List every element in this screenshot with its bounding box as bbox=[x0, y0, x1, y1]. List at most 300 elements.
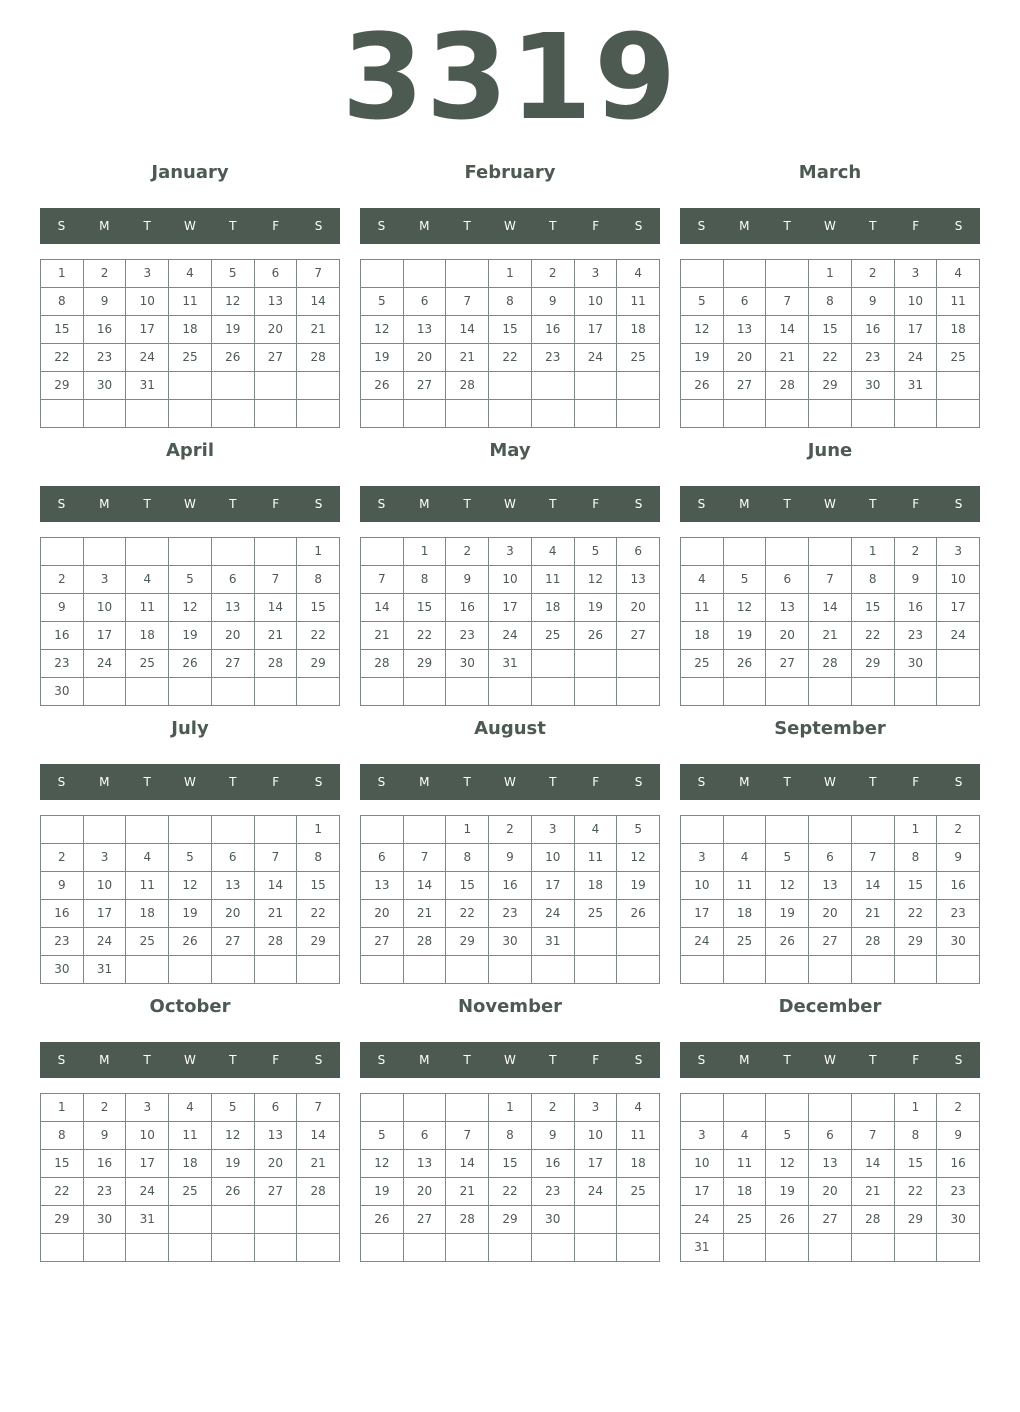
empty-day-cell bbox=[212, 372, 255, 400]
day-cell: 13 bbox=[404, 1150, 447, 1178]
day-cell: 17 bbox=[575, 316, 618, 344]
day-cell: 23 bbox=[532, 344, 575, 372]
weekday-label: T bbox=[143, 219, 151, 233]
month-name: January bbox=[151, 162, 229, 183]
day-cell: 10 bbox=[681, 1150, 724, 1178]
empty-day-cell bbox=[937, 650, 980, 678]
weekday-label: T bbox=[229, 219, 237, 233]
month-name: July bbox=[171, 718, 209, 739]
empty-day-cell bbox=[255, 1234, 298, 1262]
day-cell: 2 bbox=[895, 538, 938, 566]
day-cell: 15 bbox=[809, 316, 852, 344]
day-cell: 17 bbox=[84, 900, 127, 928]
day-cell: 9 bbox=[41, 594, 84, 622]
weekday-label: W bbox=[504, 219, 516, 233]
day-cell: 18 bbox=[169, 316, 212, 344]
day-cell: 11 bbox=[681, 594, 724, 622]
day-cell: 20 bbox=[255, 316, 298, 344]
month-name: May bbox=[489, 440, 531, 461]
weekday-label: T bbox=[869, 497, 877, 511]
empty-day-cell bbox=[84, 678, 127, 706]
day-cell: 21 bbox=[297, 1150, 340, 1178]
day-cell: 8 bbox=[895, 1122, 938, 1150]
empty-day-cell bbox=[169, 1234, 212, 1262]
day-cell: 1 bbox=[404, 538, 447, 566]
empty-day-cell bbox=[766, 538, 809, 566]
day-cell: 26 bbox=[724, 650, 767, 678]
day-cell: 3 bbox=[681, 1122, 724, 1150]
day-cell: 5 bbox=[766, 844, 809, 872]
day-cell: 28 bbox=[446, 1206, 489, 1234]
empty-day-cell bbox=[126, 538, 169, 566]
empty-day-cell bbox=[895, 400, 938, 428]
day-cell: 8 bbox=[489, 1122, 532, 1150]
weekday-label: M bbox=[99, 497, 110, 511]
day-cell: 1 bbox=[489, 260, 532, 288]
empty-day-cell bbox=[766, 400, 809, 428]
day-cell: 11 bbox=[724, 1150, 767, 1178]
day-cell: 23 bbox=[84, 344, 127, 372]
day-cell: 17 bbox=[489, 594, 532, 622]
empty-day-cell bbox=[617, 678, 660, 706]
empty-day-cell bbox=[297, 956, 340, 984]
day-cell: 25 bbox=[532, 622, 575, 650]
empty-day-cell bbox=[255, 816, 298, 844]
weekday-label: S bbox=[634, 1053, 643, 1067]
day-cell: 23 bbox=[446, 622, 489, 650]
day-cell: 14 bbox=[361, 594, 404, 622]
day-cell: 11 bbox=[575, 844, 618, 872]
empty-day-cell bbox=[766, 956, 809, 984]
day-cell: 23 bbox=[532, 1178, 575, 1206]
day-cell: 25 bbox=[126, 928, 169, 956]
empty-day-cell bbox=[489, 956, 532, 984]
day-cell: 17 bbox=[532, 872, 575, 900]
empty-day-cell bbox=[126, 1234, 169, 1262]
empty-day-cell bbox=[169, 538, 212, 566]
day-cell: 18 bbox=[126, 900, 169, 928]
weekday-label: S bbox=[57, 219, 66, 233]
day-cell: 6 bbox=[724, 288, 767, 316]
day-cell: 5 bbox=[681, 288, 724, 316]
day-cell: 27 bbox=[809, 1206, 852, 1234]
month-name: April bbox=[165, 440, 215, 461]
empty-day-cell bbox=[532, 956, 575, 984]
day-cell: 18 bbox=[617, 316, 660, 344]
weekday-label: S bbox=[57, 497, 66, 511]
weekday-label: F bbox=[592, 1053, 600, 1067]
day-cell: 1 bbox=[446, 816, 489, 844]
day-cell: 4 bbox=[681, 566, 724, 594]
day-cell: 14 bbox=[766, 316, 809, 344]
day-cell: 14 bbox=[255, 594, 298, 622]
weekday-label: W bbox=[504, 497, 516, 511]
day-cell: 24 bbox=[84, 928, 127, 956]
day-cell: 15 bbox=[41, 316, 84, 344]
empty-day-cell bbox=[809, 1234, 852, 1262]
day-cell: 16 bbox=[852, 316, 895, 344]
empty-day-cell bbox=[297, 1206, 340, 1234]
weekday-label: M bbox=[739, 497, 750, 511]
weekday-label: M bbox=[739, 1053, 750, 1067]
empty-day-cell bbox=[255, 400, 298, 428]
empty-day-cell bbox=[809, 400, 852, 428]
day-cell: 22 bbox=[446, 900, 489, 928]
empty-day-cell bbox=[895, 1234, 938, 1262]
empty-day-cell bbox=[446, 400, 489, 428]
weekday-label: S bbox=[634, 497, 643, 511]
day-cell: 29 bbox=[895, 1206, 938, 1234]
empty-day-cell bbox=[681, 956, 724, 984]
day-cell: 18 bbox=[681, 622, 724, 650]
day-cell: 25 bbox=[681, 650, 724, 678]
day-cell: 23 bbox=[895, 622, 938, 650]
day-cell: 15 bbox=[41, 1150, 84, 1178]
day-cell: 16 bbox=[84, 1150, 127, 1178]
day-cell: 7 bbox=[297, 260, 340, 288]
empty-day-cell bbox=[84, 816, 127, 844]
empty-day-cell bbox=[809, 816, 852, 844]
day-cell: 8 bbox=[404, 566, 447, 594]
day-cell: 29 bbox=[809, 372, 852, 400]
empty-day-cell bbox=[41, 538, 84, 566]
weekday-label: W bbox=[824, 775, 836, 789]
day-cell: 15 bbox=[297, 872, 340, 900]
weekday-label: F bbox=[592, 775, 600, 789]
empty-day-cell bbox=[681, 678, 724, 706]
weekday-header bbox=[40, 208, 340, 244]
day-cell: 13 bbox=[766, 594, 809, 622]
day-cell: 2 bbox=[937, 1094, 980, 1122]
day-cell: 10 bbox=[575, 288, 618, 316]
weekday-label: T bbox=[463, 1053, 471, 1067]
day-cell: 19 bbox=[766, 900, 809, 928]
empty-day-cell bbox=[361, 538, 404, 566]
day-cell: 6 bbox=[404, 1122, 447, 1150]
empty-day-cell bbox=[212, 1234, 255, 1262]
day-cell: 28 bbox=[255, 650, 298, 678]
day-cell: 30 bbox=[84, 1206, 127, 1234]
empty-day-cell bbox=[532, 400, 575, 428]
day-cell: 4 bbox=[126, 844, 169, 872]
day-cell: 9 bbox=[84, 288, 127, 316]
empty-day-cell bbox=[617, 400, 660, 428]
day-cell: 28 bbox=[404, 928, 447, 956]
day-cell: 9 bbox=[446, 566, 489, 594]
month-block-october bbox=[40, 990, 340, 1262]
day-cell: 25 bbox=[617, 1178, 660, 1206]
day-cell: 1 bbox=[41, 1094, 84, 1122]
day-cell: 20 bbox=[766, 622, 809, 650]
day-cell: 30 bbox=[852, 372, 895, 400]
day-cell: 27 bbox=[404, 1206, 447, 1234]
day-cell: 16 bbox=[937, 1150, 980, 1178]
day-cell: 5 bbox=[617, 816, 660, 844]
weekday-label: T bbox=[869, 1053, 877, 1067]
day-cell: 12 bbox=[575, 566, 618, 594]
day-cell: 1 bbox=[895, 816, 938, 844]
day-cell: 6 bbox=[255, 260, 298, 288]
day-cell: 12 bbox=[169, 594, 212, 622]
day-cell: 5 bbox=[361, 288, 404, 316]
day-grid bbox=[360, 815, 660, 984]
empty-day-cell bbox=[617, 928, 660, 956]
day-cell: 8 bbox=[489, 288, 532, 316]
day-cell: 4 bbox=[126, 566, 169, 594]
day-cell: 19 bbox=[681, 344, 724, 372]
empty-day-cell bbox=[724, 678, 767, 706]
day-cell: 15 bbox=[895, 1150, 938, 1178]
day-cell: 17 bbox=[681, 900, 724, 928]
day-cell: 24 bbox=[126, 1178, 169, 1206]
weekday-label: S bbox=[314, 219, 323, 233]
month-name: December bbox=[778, 996, 882, 1017]
day-cell: 27 bbox=[361, 928, 404, 956]
weekday-label: S bbox=[697, 219, 706, 233]
weekday-label: M bbox=[99, 775, 110, 789]
day-cell: 8 bbox=[297, 566, 340, 594]
day-cell: 6 bbox=[809, 1122, 852, 1150]
day-cell: 21 bbox=[852, 1178, 895, 1206]
day-cell: 26 bbox=[212, 1178, 255, 1206]
weekday-header bbox=[40, 486, 340, 522]
day-cell: 17 bbox=[937, 594, 980, 622]
empty-day-cell bbox=[404, 816, 447, 844]
day-cell: 25 bbox=[126, 650, 169, 678]
weekday-label: F bbox=[272, 497, 280, 511]
day-cell: 29 bbox=[489, 1206, 532, 1234]
day-cell: 10 bbox=[84, 872, 127, 900]
month-block-february bbox=[360, 156, 660, 428]
day-cell: 22 bbox=[297, 900, 340, 928]
weekday-label: T bbox=[783, 497, 791, 511]
day-cell: 10 bbox=[532, 844, 575, 872]
day-cell: 10 bbox=[126, 1122, 169, 1150]
weekday-label: T bbox=[549, 497, 557, 511]
day-cell: 24 bbox=[532, 900, 575, 928]
day-cell: 23 bbox=[937, 1178, 980, 1206]
day-cell: 22 bbox=[809, 344, 852, 372]
day-grid bbox=[680, 537, 980, 706]
day-cell: 20 bbox=[404, 344, 447, 372]
day-cell: 8 bbox=[895, 844, 938, 872]
empty-day-cell bbox=[895, 678, 938, 706]
day-cell: 16 bbox=[937, 872, 980, 900]
day-cell: 8 bbox=[41, 288, 84, 316]
day-cell: 29 bbox=[404, 650, 447, 678]
day-cell: 14 bbox=[446, 1150, 489, 1178]
day-cell: 14 bbox=[297, 1122, 340, 1150]
day-cell: 7 bbox=[361, 566, 404, 594]
empty-day-cell bbox=[169, 372, 212, 400]
day-cell: 4 bbox=[169, 260, 212, 288]
weekday-label: T bbox=[463, 497, 471, 511]
weekday-label: F bbox=[272, 1053, 280, 1067]
day-cell: 28 bbox=[766, 372, 809, 400]
day-cell: 1 bbox=[852, 538, 895, 566]
empty-day-cell bbox=[84, 400, 127, 428]
day-cell: 14 bbox=[446, 316, 489, 344]
day-cell: 7 bbox=[809, 566, 852, 594]
day-cell: 21 bbox=[766, 344, 809, 372]
day-cell: 17 bbox=[575, 1150, 618, 1178]
day-cell: 14 bbox=[255, 872, 298, 900]
day-cell: 17 bbox=[126, 1150, 169, 1178]
empty-day-cell bbox=[126, 956, 169, 984]
day-cell: 9 bbox=[489, 844, 532, 872]
weekday-label: T bbox=[549, 775, 557, 789]
day-cell: 6 bbox=[404, 288, 447, 316]
empty-day-cell bbox=[809, 956, 852, 984]
day-cell: 10 bbox=[126, 288, 169, 316]
empty-day-cell bbox=[809, 678, 852, 706]
day-cell: 6 bbox=[255, 1094, 298, 1122]
day-cell: 2 bbox=[532, 260, 575, 288]
weekday-header bbox=[680, 764, 980, 800]
day-cell: 30 bbox=[41, 678, 84, 706]
day-cell: 30 bbox=[532, 1206, 575, 1234]
day-cell: 29 bbox=[852, 650, 895, 678]
day-cell: 4 bbox=[617, 1094, 660, 1122]
weekday-label: T bbox=[783, 1053, 791, 1067]
weekday-label: S bbox=[377, 1053, 386, 1067]
day-cell: 24 bbox=[895, 344, 938, 372]
day-cell: 12 bbox=[361, 1150, 404, 1178]
day-cell: 21 bbox=[255, 900, 298, 928]
weekday-label: T bbox=[143, 775, 151, 789]
day-grid bbox=[40, 259, 340, 428]
day-cell: 27 bbox=[724, 372, 767, 400]
day-cell: 20 bbox=[255, 1150, 298, 1178]
empty-day-cell bbox=[724, 816, 767, 844]
day-cell: 22 bbox=[852, 622, 895, 650]
empty-day-cell bbox=[255, 372, 298, 400]
weekday-label: T bbox=[783, 775, 791, 789]
empty-day-cell bbox=[212, 400, 255, 428]
day-cell: 25 bbox=[617, 344, 660, 372]
empty-day-cell bbox=[126, 678, 169, 706]
weekday-label: S bbox=[377, 497, 386, 511]
empty-day-cell bbox=[617, 1206, 660, 1234]
day-cell: 18 bbox=[724, 1178, 767, 1206]
weekday-label: T bbox=[229, 775, 237, 789]
day-cell: 23 bbox=[41, 928, 84, 956]
day-cell: 22 bbox=[895, 1178, 938, 1206]
day-cell: 23 bbox=[937, 900, 980, 928]
day-cell: 16 bbox=[532, 1150, 575, 1178]
month-name: March bbox=[798, 162, 862, 183]
weekday-label: S bbox=[57, 1053, 66, 1067]
day-cell: 14 bbox=[404, 872, 447, 900]
empty-day-cell bbox=[575, 372, 618, 400]
weekday-label: F bbox=[272, 219, 280, 233]
day-cell: 22 bbox=[895, 900, 938, 928]
day-cell: 22 bbox=[404, 622, 447, 650]
day-cell: 8 bbox=[297, 844, 340, 872]
day-cell: 3 bbox=[575, 1094, 618, 1122]
day-cell: 22 bbox=[489, 1178, 532, 1206]
day-cell: 19 bbox=[361, 344, 404, 372]
empty-day-cell bbox=[681, 260, 724, 288]
day-cell: 31 bbox=[532, 928, 575, 956]
day-cell: 31 bbox=[681, 1234, 724, 1262]
day-cell: 3 bbox=[895, 260, 938, 288]
day-cell: 3 bbox=[489, 538, 532, 566]
day-cell: 2 bbox=[852, 260, 895, 288]
day-cell: 24 bbox=[126, 344, 169, 372]
day-cell: 26 bbox=[575, 622, 618, 650]
empty-day-cell bbox=[255, 678, 298, 706]
day-cell: 7 bbox=[297, 1094, 340, 1122]
month-block-august bbox=[360, 712, 660, 984]
empty-day-cell bbox=[404, 400, 447, 428]
weekday-label: S bbox=[954, 775, 963, 789]
day-cell: 7 bbox=[255, 844, 298, 872]
day-cell: 26 bbox=[681, 372, 724, 400]
day-cell: 22 bbox=[489, 344, 532, 372]
weekday-label: S bbox=[697, 1053, 706, 1067]
empty-day-cell bbox=[681, 400, 724, 428]
weekday-label: S bbox=[57, 775, 66, 789]
weekday-label: T bbox=[549, 219, 557, 233]
day-cell: 27 bbox=[404, 372, 447, 400]
day-cell: 18 bbox=[575, 872, 618, 900]
day-cell: 20 bbox=[212, 900, 255, 928]
empty-day-cell bbox=[404, 956, 447, 984]
empty-day-cell bbox=[361, 400, 404, 428]
empty-day-cell bbox=[404, 1094, 447, 1122]
weekday-label: W bbox=[184, 219, 196, 233]
day-cell: 31 bbox=[126, 1206, 169, 1234]
month-block-november bbox=[360, 990, 660, 1262]
day-cell: 10 bbox=[575, 1122, 618, 1150]
day-cell: 15 bbox=[489, 1150, 532, 1178]
day-cell: 30 bbox=[446, 650, 489, 678]
day-cell: 20 bbox=[404, 1178, 447, 1206]
day-cell: 24 bbox=[681, 928, 724, 956]
weekday-label: W bbox=[824, 497, 836, 511]
day-cell: 12 bbox=[212, 1122, 255, 1150]
day-cell: 15 bbox=[895, 872, 938, 900]
day-cell: 21 bbox=[809, 622, 852, 650]
empty-day-cell bbox=[489, 1234, 532, 1262]
weekday-label: M bbox=[739, 219, 750, 233]
empty-day-cell bbox=[937, 956, 980, 984]
day-cell: 9 bbox=[937, 844, 980, 872]
day-cell: 11 bbox=[126, 872, 169, 900]
day-cell: 11 bbox=[169, 288, 212, 316]
day-cell: 12 bbox=[212, 288, 255, 316]
empty-day-cell bbox=[41, 1234, 84, 1262]
day-cell: 15 bbox=[489, 316, 532, 344]
month-block-january bbox=[40, 156, 340, 428]
weekday-label: S bbox=[634, 219, 643, 233]
weekday-label: T bbox=[229, 1053, 237, 1067]
weekday-label: W bbox=[184, 775, 196, 789]
day-cell: 26 bbox=[361, 1206, 404, 1234]
day-cell: 14 bbox=[852, 872, 895, 900]
day-cell: 18 bbox=[169, 1150, 212, 1178]
empty-day-cell bbox=[126, 816, 169, 844]
empty-day-cell bbox=[212, 1206, 255, 1234]
calendar-year-title: 3319 bbox=[341, 8, 679, 146]
day-cell: 19 bbox=[169, 622, 212, 650]
day-cell: 13 bbox=[255, 288, 298, 316]
month-name: September bbox=[774, 718, 886, 739]
day-cell: 17 bbox=[84, 622, 127, 650]
day-cell: 31 bbox=[126, 372, 169, 400]
month-block-december bbox=[680, 990, 980, 1262]
